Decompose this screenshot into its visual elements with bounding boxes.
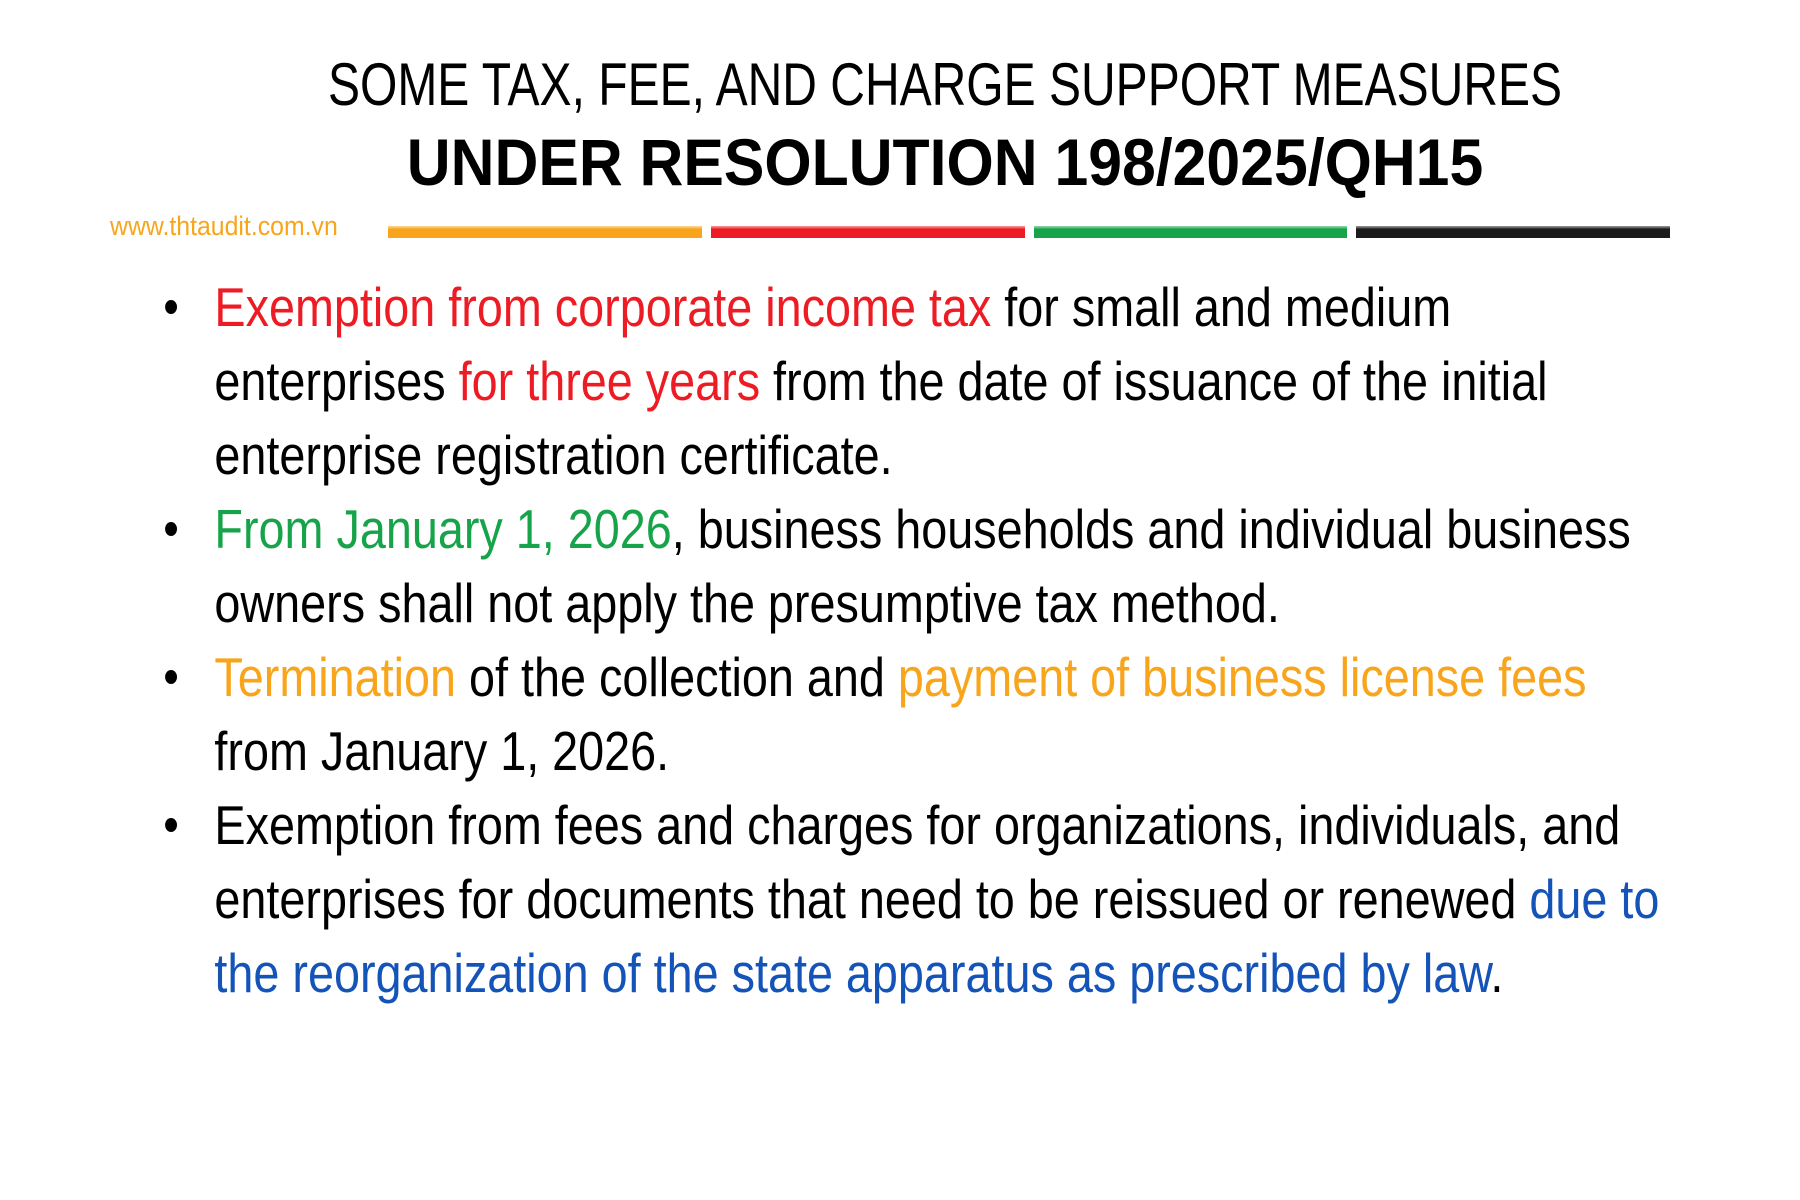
bullet-icon (165, 522, 177, 536)
bullet-icon (165, 818, 177, 832)
list-item (160, 788, 1670, 1010)
divider-segment-orange (388, 226, 702, 238)
website-url: www.thtaudit.com.vn (110, 211, 338, 241)
text-segment: from January 1, 2026. (214, 720, 670, 782)
list-item (160, 492, 1670, 640)
divider-segment-red (711, 226, 1025, 238)
text-segment: for three years (458, 350, 761, 412)
text-segment: Exemption from corporate income tax (214, 276, 992, 338)
bullet-icon (165, 670, 177, 684)
divider-segment-green (1034, 226, 1348, 238)
text-segment: of the collection and (456, 646, 898, 708)
bullet-icon (165, 300, 177, 314)
text-segment: from the date of issuance of the initial enterprise registration certificate. (214, 350, 1548, 486)
divider-segment-black (1356, 226, 1670, 238)
text-segment: , business households and individual business owners shall not apply the presumptive tax method. (214, 498, 1631, 634)
text-segment: Exemption from fees and charges for organizations, individuals, and enterprises for documents that need to be reissued or renewed (214, 794, 1621, 930)
slide-title: SOME TAX, FEE, AND CHARGE SUPPORT MEASURES (327, 51, 1563, 118)
list-item (160, 270, 1670, 492)
text-segment: . (1490, 942, 1504, 1004)
text-segment: From January 1, 2026 (214, 498, 672, 560)
list-item (160, 640, 1670, 788)
slide-header (90, 0, 1800, 210)
text-segment: Termination (214, 646, 457, 708)
text-segment: for small and medium enterprises (214, 276, 1452, 412)
bullet-list (160, 270, 1670, 1010)
divider-bar (388, 226, 1670, 238)
slide-subtitle: UNDER RESOLUTION 198/2025/QH15 (406, 125, 1484, 199)
text-segment: payment of business license fees (897, 646, 1587, 708)
text-segment: due to the reorganization of the state apparatus as prescribed by law (214, 868, 1660, 1004)
